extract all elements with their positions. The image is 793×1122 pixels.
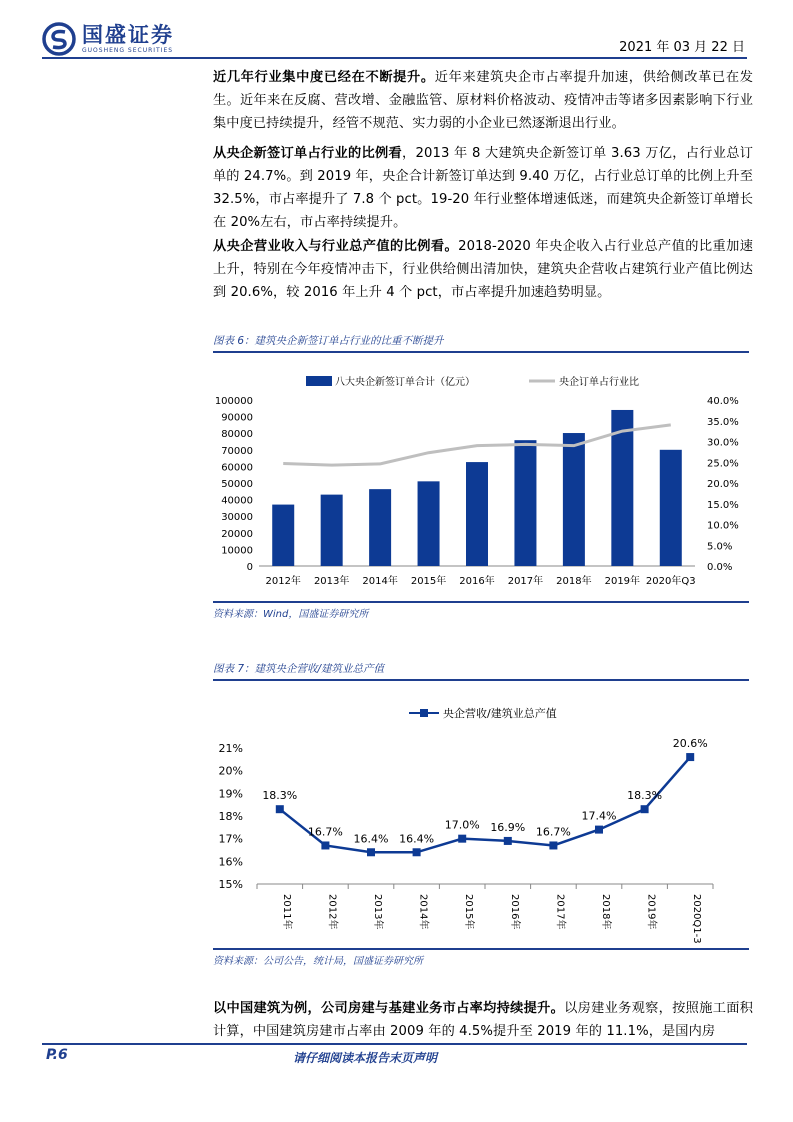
- data-point: [321, 841, 329, 849]
- bar: [418, 481, 440, 566]
- y-left-tick-label: 100000: [214, 396, 253, 407]
- guosheng-logo-icon: [42, 22, 76, 56]
- figure6-chart: [213, 360, 749, 596]
- legend-label: 央企营收/建筑业总产值: [443, 707, 557, 720]
- logo-chinese-name: 国盛证券: [82, 23, 174, 47]
- x-tick-label: 2019年: [604, 576, 641, 587]
- figure7-chart: [213, 690, 749, 946]
- y-right-tick-label: 40.0%: [707, 396, 739, 407]
- logo-english-name: GUOSHENG SECURITIES: [82, 47, 174, 54]
- y-tick-label: 15%: [218, 878, 243, 891]
- x-tick-label: 2015年: [410, 576, 447, 587]
- page-number: P.6: [46, 1047, 68, 1063]
- data-label: 17.4%: [581, 809, 617, 823]
- y-tick-label: 17%: [218, 832, 243, 846]
- figure6-title: 图表 6：建筑央企新签订单占行业的比重不断提升: [213, 335, 444, 347]
- footer-divider: [42, 1043, 747, 1045]
- bar: [466, 462, 488, 566]
- figure7-bottom-rule: [213, 948, 749, 950]
- bar: [272, 505, 294, 566]
- x-tick-label: 2016年: [508, 894, 520, 930]
- data-point: [549, 841, 557, 849]
- legend-line-label: 央企订单占行业比: [559, 377, 639, 388]
- x-tick-label: 2011年: [280, 894, 292, 930]
- data-label: 16.7%: [307, 825, 343, 839]
- data-label: 16.4%: [353, 832, 389, 846]
- y-left-tick-label: 60000: [221, 462, 253, 474]
- x-tick-label: 2018年: [600, 894, 611, 930]
- x-tick-label: 2019年: [645, 894, 657, 930]
- legend-marker: [420, 709, 428, 717]
- company-logo: [42, 22, 174, 56]
- paragraph-concentration: [213, 66, 753, 135]
- y-left-tick-label: 90000: [221, 412, 253, 424]
- bar: [321, 495, 343, 566]
- x-tick-label: 2020Q1-3: [691, 894, 703, 944]
- paragraph-body: 近年来建筑央企市占率提升加速，供给侧改革已在发生。近年来在反腐、营改增、金融监管、原材料价格波动、疫情冲击等诸多因素影响下行业集中度已持续提升，经管不规范、实力弱的小企业已然逐渐退出行业。: [213, 70, 753, 131]
- data-label: 16.4%: [399, 832, 435, 846]
- paragraph-lead: 从央企营业收入与行业总产值的比例看。: [213, 239, 459, 254]
- bar: [660, 450, 682, 566]
- data-point: [641, 805, 649, 813]
- bar: [514, 440, 536, 566]
- report-date: 2021 年 03 月 22 日: [619, 40, 745, 55]
- data-label: 18.3%: [627, 789, 663, 803]
- y-tick-label: 19%: [218, 787, 243, 801]
- x-tick-label: 2014年: [417, 894, 429, 930]
- x-tick-label: 2017年: [554, 894, 566, 930]
- paragraph-cscec: [213, 997, 753, 1043]
- data-point: [458, 835, 466, 843]
- y-left-tick-label: 0: [246, 562, 253, 573]
- data-point: [595, 826, 603, 834]
- data-label: 16.7%: [535, 825, 571, 839]
- x-tick-label: 2013年: [313, 576, 350, 587]
- disclaimer-note: 请仔细阅读本报告末页声明: [293, 1051, 438, 1065]
- paragraph-lead: 近几年行业集中度已经在不断提升。: [213, 70, 435, 85]
- header-divider: [42, 57, 747, 59]
- data-label: 20.6%: [672, 737, 708, 751]
- figure6-bottom-rule: [213, 601, 749, 603]
- y-left-tick-label: 10000: [221, 545, 253, 557]
- y-right-tick-label: 25.0%: [707, 458, 739, 470]
- y-right-tick-label: 0.0%: [707, 562, 733, 573]
- y-right-tick-label: 15.0%: [707, 499, 739, 511]
- y-tick-label: 16%: [218, 855, 243, 869]
- figure7-source: 资料来源：公司公告，统计局，国盛证券研究所: [213, 956, 423, 967]
- y-right-tick-label: 5.0%: [707, 541, 733, 553]
- paragraph-body: ，2013 年 8 大建筑央企新签订单 3.63 万亿，占行业总订单的 24.7%。到 2019 年，央企合计新签订单达到 9.40 万亿，占行业总订单的比例上升至 32.5%，市占率提升了 7.8 个 pct。19-20 年行业整体增速低迷，而建筑央企新签订单增长在 20%左右，市占率持续提升。: [213, 146, 754, 230]
- x-tick-label: 2012年: [326, 894, 338, 930]
- data-label: 17.0%: [444, 818, 480, 832]
- y-left-tick-label: 40000: [221, 495, 253, 507]
- paragraph-body: 以房建业务观察，按照施工面积计算，中国建筑房建市占率由 2009 年的 4.5%提升至 2019 年的 11.1%，是国内房: [213, 1001, 753, 1039]
- data-point: [504, 837, 512, 845]
- y-left-tick-label: 30000: [221, 512, 253, 524]
- x-tick-label: 2020年Q3: [645, 576, 696, 587]
- y-left-tick-label: 70000: [221, 445, 253, 457]
- legend-bar-label: 八大央企新签订单合计（亿元）: [335, 377, 475, 388]
- figure6-source: 资料来源：Wind，国盛证券研究所: [213, 609, 369, 620]
- x-tick-label: 2016年: [459, 576, 495, 587]
- data-point: [413, 848, 421, 856]
- y-right-tick-label: 10.0%: [707, 520, 739, 532]
- x-tick-label: 2017年: [507, 576, 544, 587]
- paragraph-lead: 从央企新签订单占行业的比例看: [213, 146, 402, 161]
- figure7-top-rule: [213, 679, 749, 681]
- data-point: [276, 805, 284, 813]
- y-right-tick-label: 35.0%: [707, 416, 739, 428]
- data-label: 16.9%: [490, 820, 526, 834]
- y-tick-label: 18%: [218, 810, 243, 823]
- data-point: [686, 753, 694, 761]
- figure7-title: 图表 7：建筑央企营收/建筑业总产值: [213, 663, 385, 675]
- x-tick-label: 2012年: [265, 576, 301, 587]
- y-left-tick-label: 80000: [221, 429, 253, 441]
- bar: [369, 489, 391, 566]
- paragraph-revenue: [213, 235, 753, 304]
- x-tick-label: 2015年: [463, 894, 475, 930]
- y-tick-label: 20%: [218, 764, 243, 778]
- y-left-tick-label: 50000: [221, 479, 253, 490]
- y-left-tick-label: 20000: [221, 528, 253, 540]
- paragraph-new-orders: [213, 142, 753, 234]
- y-tick-label: 21%: [218, 742, 243, 755]
- legend-bar-swatch: [306, 376, 332, 386]
- paragraph-lead: 以中国建筑为例，公司房建与基建业务市占率均持续提升。: [213, 1001, 565, 1016]
- paragraph-body: 2018-2020 年央企收入占行业总产值的比重加速上升，特别在今年疫情冲击下，行业供给侧出清加快，建筑央企营收占建筑行业产值比例达到 20.6%，较 2016 年上升 4 个 pct，市占率提升加速趋势明显。: [213, 239, 753, 300]
- y-right-tick-label: 20.0%: [707, 479, 739, 490]
- x-tick-label: 2018年: [556, 576, 592, 587]
- x-tick-label: 2014年: [362, 576, 398, 587]
- bar: [563, 433, 585, 566]
- data-label: 18.3%: [262, 789, 298, 803]
- y-right-tick-label: 30.0%: [707, 437, 739, 449]
- x-tick-label: 2013年: [372, 894, 383, 930]
- figure6-top-rule: [213, 351, 749, 353]
- data-point: [367, 848, 375, 856]
